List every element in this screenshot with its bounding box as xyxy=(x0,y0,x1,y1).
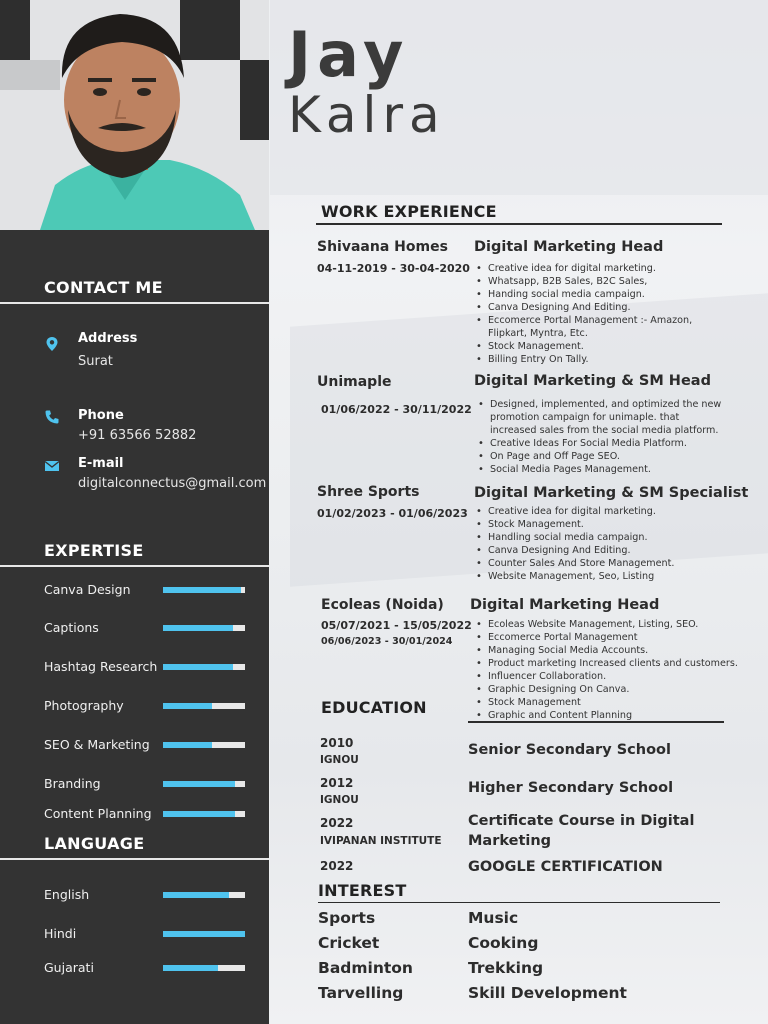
skill-level-fill xyxy=(163,811,235,817)
skill-level-bar xyxy=(163,811,245,817)
job-bullets xyxy=(476,398,728,476)
first-name: Jay xyxy=(288,18,410,91)
language-divider xyxy=(0,858,269,860)
interest-item: Trekking xyxy=(468,959,544,977)
interest-item: Tarvelling xyxy=(318,984,404,1002)
interest-item: Sports xyxy=(318,909,376,927)
work-experience-divider xyxy=(316,223,722,225)
skill-label: Photography xyxy=(44,698,124,713)
education-year: 2022 xyxy=(320,816,354,830)
skill-label: Gujarati xyxy=(44,960,94,975)
address-value: Surat xyxy=(78,354,113,369)
job-role: Digital Marketing & SM Head xyxy=(474,373,711,389)
contact-title: CONTACT ME xyxy=(44,278,163,297)
bullet-item: • Website Management, Seo, Listing xyxy=(474,570,734,583)
skill-level-fill xyxy=(163,587,241,593)
skill-label: Captions xyxy=(44,620,99,635)
bullet-item: • Social Media Pages Management. xyxy=(476,463,728,476)
bullet-item: • Creative idea for digital marketing. xyxy=(474,262,714,275)
job-dates: 05/07/2021 - 15/05/2022 xyxy=(321,619,472,632)
bullet-item: • Ecoleas Website Management, Listing, SEO. xyxy=(474,618,759,631)
skill-label: Hindi xyxy=(44,926,77,941)
skill-level-bar xyxy=(163,781,245,787)
interest-item: Cricket xyxy=(318,934,380,952)
education-degree: Higher Secondary School xyxy=(468,780,674,796)
skill-level-bar xyxy=(163,965,245,971)
job-dates: 01/06/2022 - 30/11/2022 xyxy=(321,403,472,416)
email-label: E-mail xyxy=(78,456,124,471)
bullet-item: • Product marketing Increased clients and customers. xyxy=(474,657,759,670)
education-year: 2022 xyxy=(320,859,354,873)
bullet-item: • Graphic Designing On Canva. xyxy=(474,683,759,696)
job-bullets xyxy=(474,505,734,583)
education-degree: Senior Secondary School xyxy=(468,742,671,758)
job-bullets xyxy=(474,262,714,366)
skill-level-bar xyxy=(163,892,245,898)
bullet-item: • Graphic and Content Planning xyxy=(474,709,759,722)
education-year: 2010 xyxy=(320,736,354,750)
education-divider xyxy=(468,721,724,723)
skill-label: Canva Design xyxy=(44,582,131,597)
education-institute: IGNOU xyxy=(320,794,359,806)
interest-title: INTEREST xyxy=(318,881,407,900)
job-dates: 01/02/2023 - 01/06/2023 xyxy=(317,507,468,520)
interest-item: Music xyxy=(468,909,519,927)
bullet-item: • Eccomerce Portal Management xyxy=(474,631,759,644)
skill-label: Branding xyxy=(44,776,101,791)
bullet-item: • Creative Ideas For Social Media Platform. xyxy=(476,437,728,450)
bullet-item: • Influencer Collaboration. xyxy=(474,670,759,683)
bullet-item: • On Page and Off Page SEO. xyxy=(476,450,728,463)
skill-level-bar xyxy=(163,587,245,593)
skill-level-fill xyxy=(163,965,218,971)
job-company: Shivaana Homes xyxy=(317,239,448,255)
work-experience-title: WORK EXPERIENCE xyxy=(321,202,497,221)
job-company: Ecoleas (Noida) xyxy=(321,597,444,613)
email-value[interactable]: digitalconnectus@gmail.com xyxy=(78,476,267,491)
interest-item: Skill Development xyxy=(468,984,627,1002)
interest-item: Cooking xyxy=(468,934,539,952)
skill-level-bar xyxy=(163,742,245,748)
bullet-item: • Stock Management. xyxy=(474,340,714,353)
skill-level-fill xyxy=(163,931,245,937)
education-degree: Certificate Course in Digital Marketing xyxy=(468,813,695,849)
education-year: 2012 xyxy=(320,776,354,790)
skill-level-fill xyxy=(163,703,212,709)
bullet-item: • Stock Management xyxy=(474,696,759,709)
email-icon xyxy=(44,458,60,474)
bullet-item: • Handing social media campaign. xyxy=(474,288,714,301)
skill-label: SEO & Marketing xyxy=(44,737,150,752)
skill-level-bar xyxy=(163,664,245,670)
job-bullets xyxy=(474,618,759,722)
bullet-item: • Canva Designing And Editing. xyxy=(474,301,714,314)
skill-level-fill xyxy=(163,742,212,748)
skill-level-bar xyxy=(163,625,245,631)
job-role: Digital Marketing & SM Specialist xyxy=(474,485,749,501)
language-title: LANGUAGE xyxy=(44,834,145,853)
bullet-item: • Counter Sales And Store Management. xyxy=(474,557,734,570)
skill-level-bar xyxy=(163,703,245,709)
skill-label: Hashtag Research xyxy=(44,659,158,674)
phone-value[interactable]: +91 63566 52882 xyxy=(78,428,197,443)
last-name: Kalra xyxy=(288,86,446,144)
job-dates: 04-11-2019 - 30-04-2020 xyxy=(317,262,470,275)
address-label: Address xyxy=(78,331,138,346)
skill-label: Content Planning xyxy=(44,806,152,821)
skill-level-fill xyxy=(163,625,233,631)
bullet-item: • Designed, implemented, and optimized the new promotion campaign for unimaple. that increased sales from the social media platform. xyxy=(476,398,728,437)
job-company: Unimaple xyxy=(317,374,392,390)
phone-icon xyxy=(44,409,60,425)
contact-divider xyxy=(0,302,269,304)
skill-level-bar xyxy=(163,931,245,937)
education-institute: IVIPANAN INSTITUTE xyxy=(320,835,442,847)
bullet-item: • Canva Designing And Editing. xyxy=(474,544,734,557)
expertise-title: EXPERTISE xyxy=(44,541,144,560)
location-pin-icon xyxy=(44,336,60,352)
bullet-item: • Billing Entry On Tally. xyxy=(474,353,714,366)
education-degree: GOOGLE CERTIFICATION xyxy=(468,859,663,875)
skill-level-fill xyxy=(163,781,235,787)
profile-photo xyxy=(0,0,269,230)
phone-label: Phone xyxy=(78,408,124,423)
job-dates-second: 06/06/2023 - 30/01/2024 xyxy=(321,636,453,647)
bullet-item: • Handling social media campaign. xyxy=(474,531,734,544)
profile-photo-illustration xyxy=(0,0,269,230)
bullet-item: • Creative idea for digital marketing. xyxy=(474,505,734,518)
bullet-item: • Stock Management. xyxy=(474,518,734,531)
bullet-item: • Whatsapp, B2B Sales, B2C Sales, xyxy=(474,275,714,288)
expertise-divider xyxy=(0,565,269,567)
skill-label: English xyxy=(44,887,90,902)
education-institute: IGNOU xyxy=(320,754,359,766)
skill-level-fill xyxy=(163,664,233,670)
bullet-item: • Eccomerce Portal Management :- Amazon, Flipkart, Myntra, Etc. xyxy=(474,314,714,340)
job-role: Digital Marketing Head xyxy=(470,597,660,613)
job-role: Digital Marketing Head xyxy=(474,239,664,255)
interest-item: Badminton xyxy=(318,959,413,977)
job-company: Shree Sports xyxy=(317,484,420,500)
bullet-item: • Managing Social Media Accounts. xyxy=(474,644,759,657)
education-title: EDUCATION xyxy=(321,698,427,717)
interest-divider xyxy=(318,902,720,903)
skill-level-fill xyxy=(163,892,229,898)
